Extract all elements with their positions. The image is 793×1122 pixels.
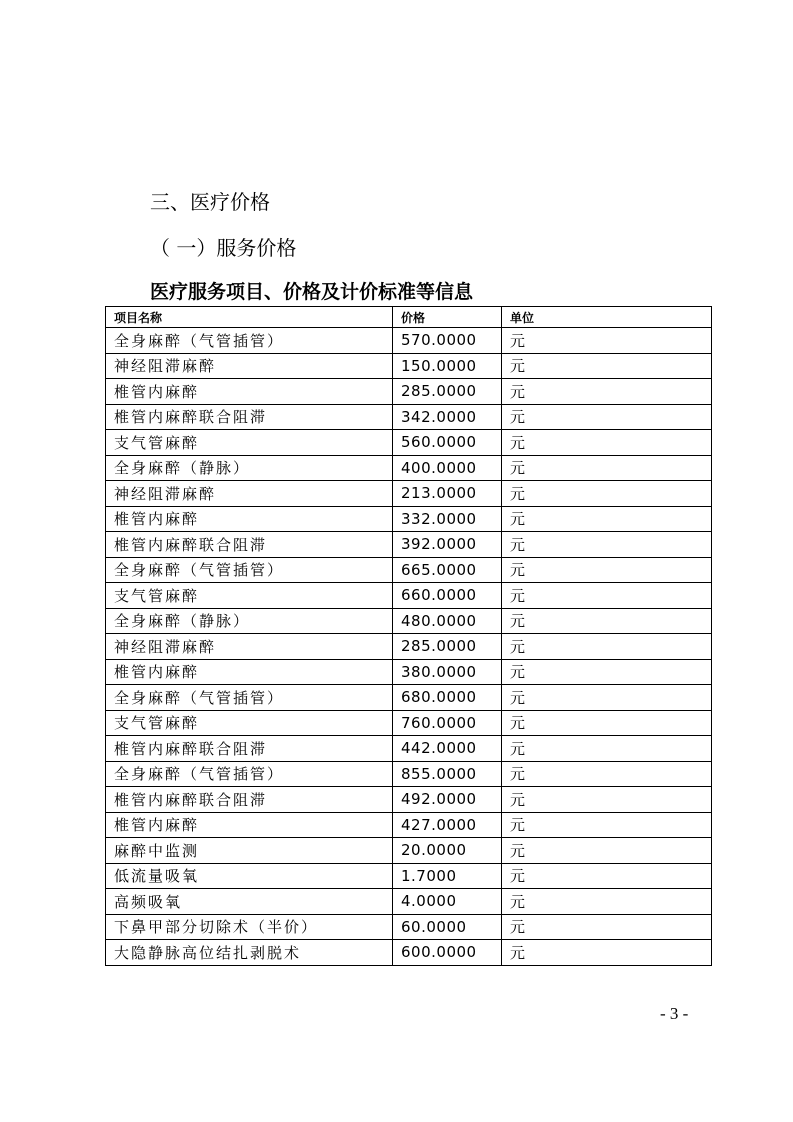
table-row (106, 379, 712, 405)
unit-cell: 元 (502, 863, 712, 889)
item-name-cell: 神经阻滞麻醉 (106, 481, 393, 507)
price-cell: 60.0000 (393, 914, 502, 940)
price-cell: 400.0000 (393, 455, 502, 481)
table-row (106, 608, 712, 634)
unit-cell: 元 (502, 838, 712, 864)
header-unit: 单位 (502, 307, 712, 328)
price-cell: 570.0000 (393, 328, 502, 354)
price-cell: 560.0000 (393, 430, 502, 456)
price-cell: 427.0000 (393, 812, 502, 838)
table-row (106, 685, 712, 711)
price-cell: 680.0000 (393, 685, 502, 711)
price-cell: 855.0000 (393, 761, 502, 787)
table-title: 医疗服务项目、价格及计价标准等信息 (150, 281, 474, 303)
table-row (106, 761, 712, 787)
item-name-cell: 支气管麻醉 (106, 583, 393, 609)
item-name-cell: 全身麻醉（气管插管） (106, 685, 393, 711)
table-body (106, 328, 712, 966)
unit-cell: 元 (502, 481, 712, 507)
unit-cell: 元 (502, 889, 712, 915)
item-name-cell: 麻醉中监测 (106, 838, 393, 864)
table-header-row (106, 307, 712, 328)
price-cell: 660.0000 (393, 583, 502, 609)
table-row (106, 736, 712, 762)
table-row (106, 506, 712, 532)
table-row (106, 863, 712, 889)
unit-cell: 元 (502, 404, 712, 430)
price-cell: 665.0000 (393, 557, 502, 583)
price-cell: 285.0000 (393, 379, 502, 405)
table-row (106, 914, 712, 940)
table-row (106, 812, 712, 838)
unit-cell: 元 (502, 506, 712, 532)
item-name-cell: 全身麻醉（静脉） (106, 608, 393, 634)
table-row (106, 710, 712, 736)
price-table (105, 306, 712, 966)
unit-cell: 元 (502, 353, 712, 379)
price-cell: 442.0000 (393, 736, 502, 762)
unit-cell: 元 (502, 557, 712, 583)
item-name-cell: 椎管内麻醉 (106, 379, 393, 405)
item-name-cell: 全身麻醉（静脉） (106, 455, 393, 481)
price-cell: 380.0000 (393, 659, 502, 685)
unit-cell: 元 (502, 761, 712, 787)
page-number: - 3 - (660, 1004, 689, 1023)
unit-cell: 元 (502, 455, 712, 481)
price-cell: 285.0000 (393, 634, 502, 660)
table-row (106, 889, 712, 915)
header-price: 价格 (393, 307, 502, 328)
price-cell: 213.0000 (393, 481, 502, 507)
table-row (106, 557, 712, 583)
unit-cell: 元 (502, 659, 712, 685)
section-heading: 三、医疗价格 (150, 190, 270, 214)
unit-cell: 元 (502, 710, 712, 736)
price-cell: 342.0000 (393, 404, 502, 430)
item-name-cell: 椎管内麻醉联合阻滞 (106, 404, 393, 430)
unit-cell: 元 (502, 914, 712, 940)
table-row (106, 328, 712, 354)
item-name-cell: 支气管麻醉 (106, 430, 393, 456)
unit-cell: 元 (502, 430, 712, 456)
item-name-cell: 椎管内麻醉 (106, 506, 393, 532)
item-name-cell: 高频吸氧 (106, 889, 393, 915)
price-cell: 1.7000 (393, 863, 502, 889)
unit-cell: 元 (502, 634, 712, 660)
item-name-cell: 椎管内麻醉 (106, 659, 393, 685)
table-row (106, 430, 712, 456)
item-name-cell: 全身麻醉（气管插管） (106, 328, 393, 354)
unit-cell: 元 (502, 532, 712, 558)
table-row (106, 838, 712, 864)
item-name-cell: 低流量吸氧 (106, 863, 393, 889)
table-row (106, 583, 712, 609)
unit-cell: 元 (502, 736, 712, 762)
price-cell: 20.0000 (393, 838, 502, 864)
price-cell: 492.0000 (393, 787, 502, 813)
price-cell: 760.0000 (393, 710, 502, 736)
item-name-cell: 大隐静脉高位结扎剥脱术 (106, 940, 393, 966)
price-cell: 4.0000 (393, 889, 502, 915)
header-item-name: 项目名称 (106, 307, 393, 328)
item-name-cell: 椎管内麻醉联合阻滞 (106, 736, 393, 762)
unit-cell: 元 (502, 812, 712, 838)
unit-cell: 元 (502, 940, 712, 966)
item-name-cell: 神经阻滞麻醉 (106, 634, 393, 660)
table-row (106, 404, 712, 430)
table-row (106, 659, 712, 685)
unit-cell: 元 (502, 583, 712, 609)
unit-cell: 元 (502, 787, 712, 813)
item-name-cell: 支气管麻醉 (106, 710, 393, 736)
price-cell: 600.0000 (393, 940, 502, 966)
item-name-cell: 神经阻滞麻醉 (106, 353, 393, 379)
item-name-cell: 椎管内麻醉 (106, 812, 393, 838)
table-row (106, 353, 712, 379)
table-row (106, 940, 712, 966)
unit-cell: 元 (502, 328, 712, 354)
item-name-cell: 椎管内麻醉联合阻滞 (106, 532, 393, 558)
item-name-cell: 椎管内麻醉联合阻滞 (106, 787, 393, 813)
price-cell: 392.0000 (393, 532, 502, 558)
unit-cell: 元 (502, 685, 712, 711)
unit-cell: 元 (502, 379, 712, 405)
unit-cell: 元 (502, 608, 712, 634)
section-subheading: （ 一）服务价格 (150, 236, 297, 260)
table-row (106, 532, 712, 558)
price-cell: 480.0000 (393, 608, 502, 634)
item-name-cell: 全身麻醉（气管插管） (106, 761, 393, 787)
item-name-cell: 下鼻甲部分切除术（半价） (106, 914, 393, 940)
table-row (106, 634, 712, 660)
table-row (106, 455, 712, 481)
table-row (106, 481, 712, 507)
price-cell: 332.0000 (393, 506, 502, 532)
price-cell: 150.0000 (393, 353, 502, 379)
item-name-cell: 全身麻醉（气管插管） (106, 557, 393, 583)
table-row (106, 787, 712, 813)
